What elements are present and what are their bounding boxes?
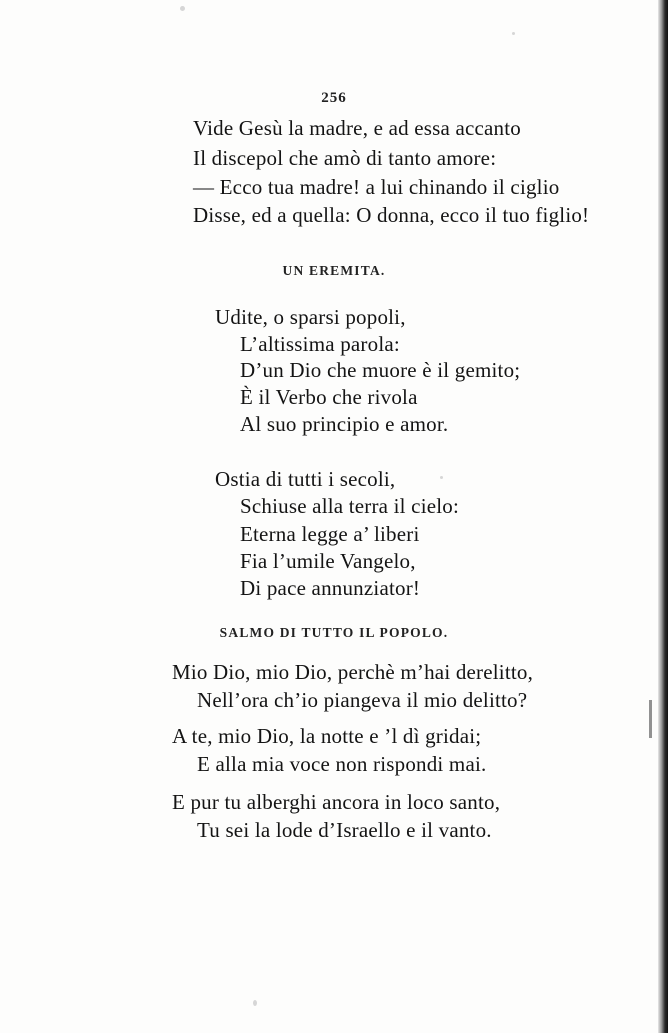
verse-line: D’un Dio che muore è il gemito; [240, 358, 521, 382]
page-number: 256 [321, 90, 347, 106]
verse-line: L’altissima parola: [240, 332, 400, 356]
page-binding-edge [658, 0, 668, 1033]
verse-line: E pur tu alberghi ancora in loco santo, [172, 790, 501, 814]
verse-line: Tu sei la lode d’Israello e il vanto. [197, 818, 492, 842]
verse-line: Mio Dio, mio Dio, perchè m’hai derelitto, [172, 660, 534, 684]
verse-line: E alla mia voce non rispondi mai. [197, 752, 487, 776]
verse-line: Schiuse alla terra il cielo: [240, 494, 460, 518]
verse-line: Disse, ed a quella: O donna, ecco il tuo figlio! [193, 203, 590, 227]
verse-line: Nell’ora ch’io piangeva il mio delitto? [197, 688, 528, 712]
verse-line: Di pace annunziator! [240, 576, 421, 600]
section-heading-eremita: UN EREMITA. [282, 263, 386, 278]
verse-line: Vide Gesù la madre, e ad essa accanto [193, 116, 521, 140]
verse-line: Il discepol che amò di tanto amore: [193, 146, 497, 170]
verse-line: Fia l’umile Vangelo, [240, 549, 416, 573]
paper-speck [512, 32, 515, 35]
scan-mark [649, 700, 652, 738]
verse-line: — Ecco tua madre! a lui chinando il ciglio [193, 175, 560, 199]
verse-line: Eterna legge a’ liberi [240, 522, 420, 546]
verse-line: È il Verbo che rivola [240, 385, 418, 409]
verse-line: Ostia di tutti i secoli, [215, 467, 396, 491]
verse-line: Udite, o sparsi popoli, [215, 305, 406, 329]
verse-line: Al suo principio e amor. [240, 412, 449, 436]
paper-speck [253, 1000, 257, 1006]
verse-line: A te, mio Dio, la notte e ’l dì gridai; [172, 724, 482, 748]
section-heading-salmo: SALMO DI TUTTO IL POPOLO. [219, 625, 449, 640]
paper-speck [440, 476, 443, 479]
paper-speck [180, 6, 185, 11]
